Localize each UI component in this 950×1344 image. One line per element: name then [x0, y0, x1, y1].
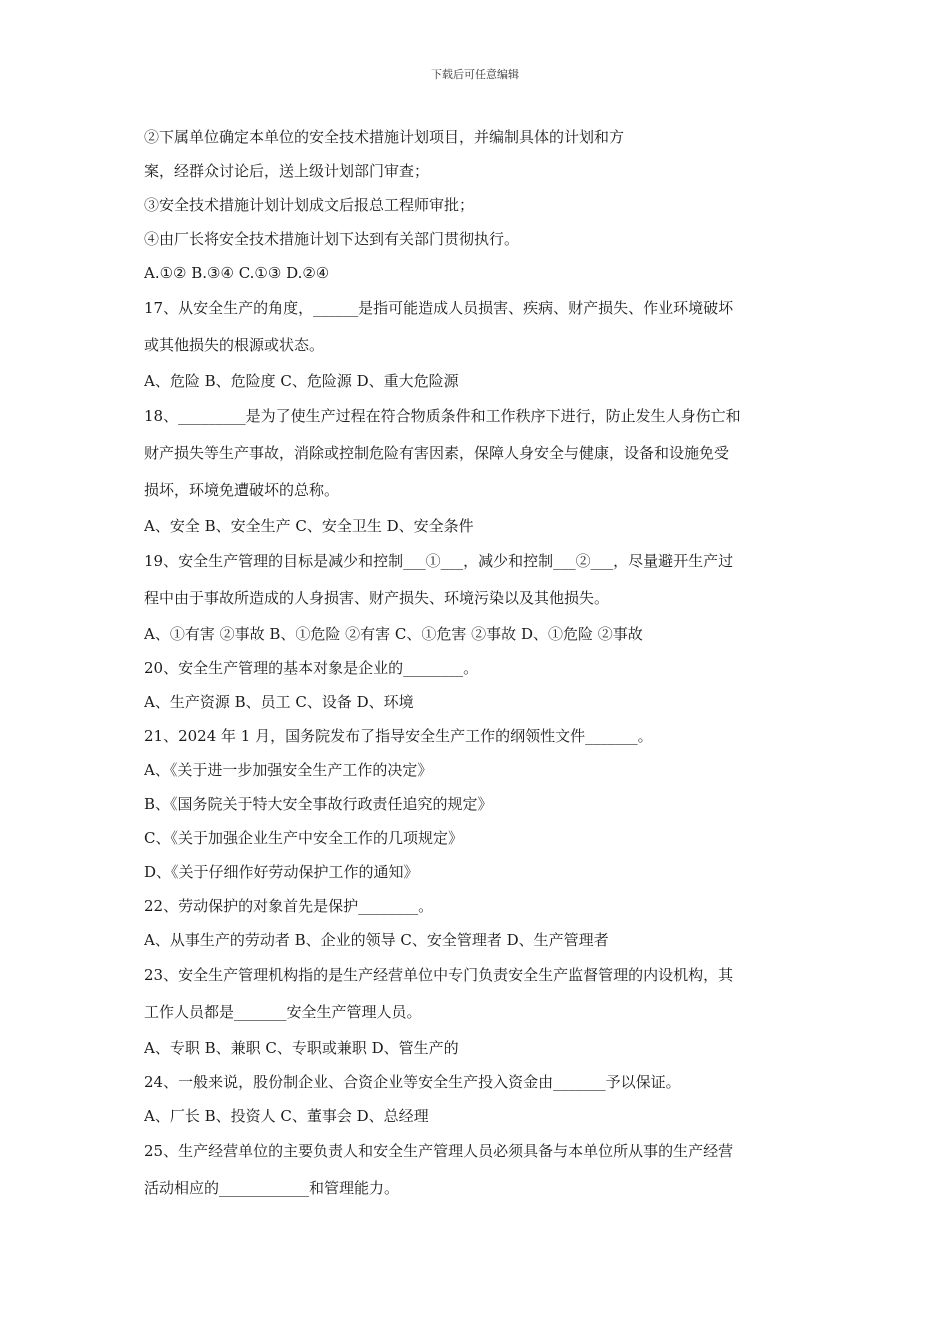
text-line: A、《关于进一步加强安全生产工作的决定》: [144, 761, 433, 779]
text-line: A.①② B.③④ C.①③ D.②④: [144, 264, 330, 282]
text-line: ②下属单位确定本单位的安全技术措施计划项目，并编制具体的计划和方: [144, 128, 625, 146]
text-line: 21、2024 年 1 月，国务院发布了指导安全生产工作的纲领性文件_______。: [144, 727, 653, 745]
text-line: A、专职 B、兼职 C、专职或兼职 D、管生产的: [144, 1039, 459, 1057]
text-line: 18、_________是为了使生产过程在符合物质条件和工作秩序下进行，防止发生人身伤亡和: [144, 407, 741, 425]
text-line: 案，经群众讨论后，送上级计划部门审查；: [144, 162, 430, 180]
text-line: 20、安全生产管理的基本对象是企业的________。: [144, 659, 479, 677]
text-line: A、①有害 ②事故 B、①危险 ②有害 C、①危害 ②事故 D、①危险 ②事故: [144, 625, 643, 643]
page-header: 下载后可任意编辑: [431, 68, 519, 81]
text-line: ④由厂长将安全技术措施计划下达到有关部门贯彻执行。: [144, 230, 520, 248]
text-line: A、厂长 B、投资人 C、董事会 D、总经理: [144, 1107, 429, 1125]
text-line: 或其他损失的根源或状态。: [144, 336, 325, 354]
text-line: ③安全技术措施计划计划成文后报总工程师审批；: [144, 196, 475, 214]
document-body: [144, 120, 810, 1207]
text-line: 19、安全生产管理的目标是减少和控制___①___，减少和控制___②___，尽量避开生产过: [144, 552, 734, 570]
text-line: 17、从安全生产的角度，______是指可能造成人员损害、疾病、财产损失、作业环境破坏: [144, 299, 734, 317]
text-line: 程中由于事故所造成的人身损害、财产损失、环境污染以及其他损失。: [144, 589, 610, 607]
text-line: D、《关于仔细作好劳动保护工作的通知》: [144, 863, 419, 881]
text-line: 财产损失等生产事故，消除或控制危险有害因素，保障人身安全与健康，设备和设施免受: [144, 444, 730, 462]
text-line: A、从事生产的劳动者 B、企业的领导 C、安全管理者 D、生产管理者: [144, 931, 609, 949]
text-line: 23、安全生产管理机构指的是生产经营单位中专门负责安全生产监督管理的内设机构，其: [144, 966, 734, 984]
text-line: B、《国务院关于特大安全事故行政责任追究的规定》: [144, 795, 493, 813]
text-line: 损坏，环境免遭破坏的总称。: [144, 481, 340, 499]
text-line: 24、一般来说，股份制企业、合资企业等安全生产投入资金由_______予以保证。: [144, 1073, 681, 1091]
text-line: 22、劳动保护的对象首先是保护________。: [144, 897, 434, 915]
text-line: 活动相应的____________和管理能力。: [144, 1179, 400, 1197]
text-line: A、危险 B、危险度 C、危险源 D、重大危险源: [144, 372, 459, 390]
text-line: A、生产资源 B、员工 C、设备 D、环境: [144, 693, 414, 711]
text-line: C、《关于加强企业生产中安全工作的几项规定》: [144, 829, 463, 847]
text-line: A、安全 B、安全生产 C、安全卫生 D、安全条件: [144, 517, 474, 535]
text-line: 25、生产经营单位的主要负责人和安全生产管理人员必须具备与本单位所从事的生产经营: [144, 1142, 734, 1160]
text-line: 工作人员都是_______安全生产管理人员。: [144, 1003, 422, 1021]
